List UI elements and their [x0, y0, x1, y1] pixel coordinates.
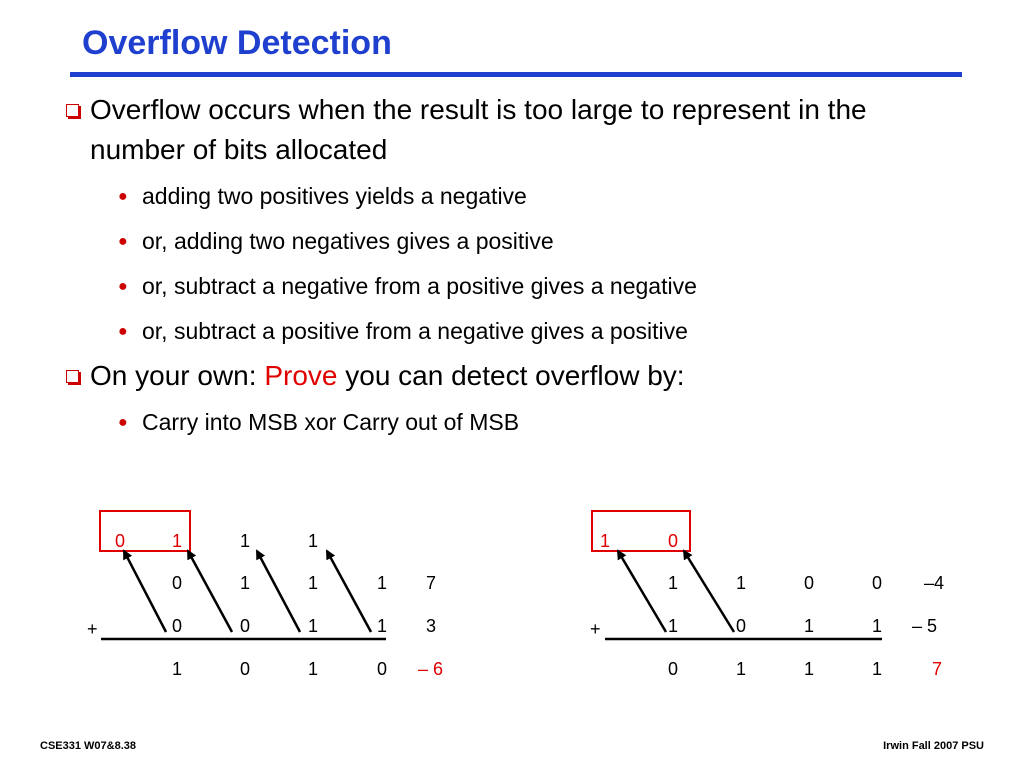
sum-bit: 1: [307, 659, 318, 679]
sum-bit: 1: [871, 659, 882, 679]
operand-b-bit: 1: [667, 616, 678, 636]
bullet-text: Overflow occurs when the result is too large to represent in the number of bits allocated: [90, 94, 867, 165]
operand-b-bit: 0: [171, 616, 182, 636]
operand-a-bit: 0: [171, 573, 182, 593]
sub-bullet-text: or, subtract a positive from a negative gives a positive: [142, 318, 688, 344]
prove-highlight: Prove: [264, 360, 338, 391]
sub-bullet-text: Carry into MSB xor Carry out of MSB: [142, 409, 520, 435]
sum-bit: 1: [735, 659, 746, 679]
sum-bit: 0: [667, 659, 678, 679]
sub-bullet-text: or, subtract a negative from a positive gives a negative: [142, 273, 697, 299]
carry-digit: 1: [599, 531, 610, 551]
dot-bullet-icon: ●: [118, 188, 128, 205]
bullet-text-before: On your own:: [90, 360, 265, 391]
carry-arrow: [124, 551, 166, 632]
carry-digit: 1: [171, 531, 182, 551]
operand-a-value: –4: [924, 573, 945, 593]
carry-digit: 0: [114, 531, 125, 551]
sum-bit: 1: [171, 659, 182, 679]
operand-b-value: 3: [426, 616, 437, 636]
slide-title: Overflow Detection: [82, 24, 392, 62]
carry-arrow: [188, 551, 232, 632]
sub-bullet-text: adding two positives yields a negative: [142, 183, 527, 209]
plus-sign: +: [87, 619, 98, 639]
carry-arrow: [327, 551, 371, 632]
footer-left: CSE331 W07&8.38: [40, 740, 136, 752]
operand-b-bit: 1: [803, 616, 814, 636]
operand-b-value: – 5: [912, 616, 938, 636]
operand-b-bit: 1: [376, 616, 387, 636]
operand-a-value: 7: [426, 573, 437, 593]
carry-digit: 1: [307, 531, 318, 551]
sub-bullet-text: or, adding two negatives gives a positive: [142, 228, 554, 254]
operand-a-bit: 1: [376, 573, 387, 593]
operand-a-bit: 1: [239, 573, 250, 593]
sum-bit: 0: [239, 659, 250, 679]
footer-right: Irwin Fall 2007 PSU: [883, 740, 984, 752]
operand-a-bit: 1: [735, 573, 746, 593]
dot-bullet-icon: ●: [118, 278, 128, 295]
plus-sign: +: [590, 619, 601, 639]
dot-bullet-icon: ●: [118, 414, 128, 431]
carry-arrow: [257, 551, 300, 632]
sum-value: – 6: [418, 659, 444, 679]
dot-bullet-icon: ●: [118, 233, 128, 250]
operand-a-bit: 0: [871, 573, 882, 593]
operand-a-bit: 1: [307, 573, 318, 593]
operand-b-bit: 1: [871, 616, 882, 636]
dot-bullet-icon: ●: [118, 323, 128, 340]
sum-bit: 1: [803, 659, 814, 679]
carry-digit: 0: [667, 531, 678, 551]
operand-a-bit: 0: [803, 573, 814, 593]
operand-b-bit: 0: [239, 616, 250, 636]
operand-b-bit: 0: [735, 616, 746, 636]
bullet-text-after: you can detect overflow by:: [337, 360, 685, 391]
operand-a-bit: 1: [667, 573, 678, 593]
operand-b-bit: 1: [307, 616, 318, 636]
sum-bit: 0: [376, 659, 387, 679]
carry-digit: 1: [239, 531, 250, 551]
sum-value: 7: [932, 659, 943, 679]
